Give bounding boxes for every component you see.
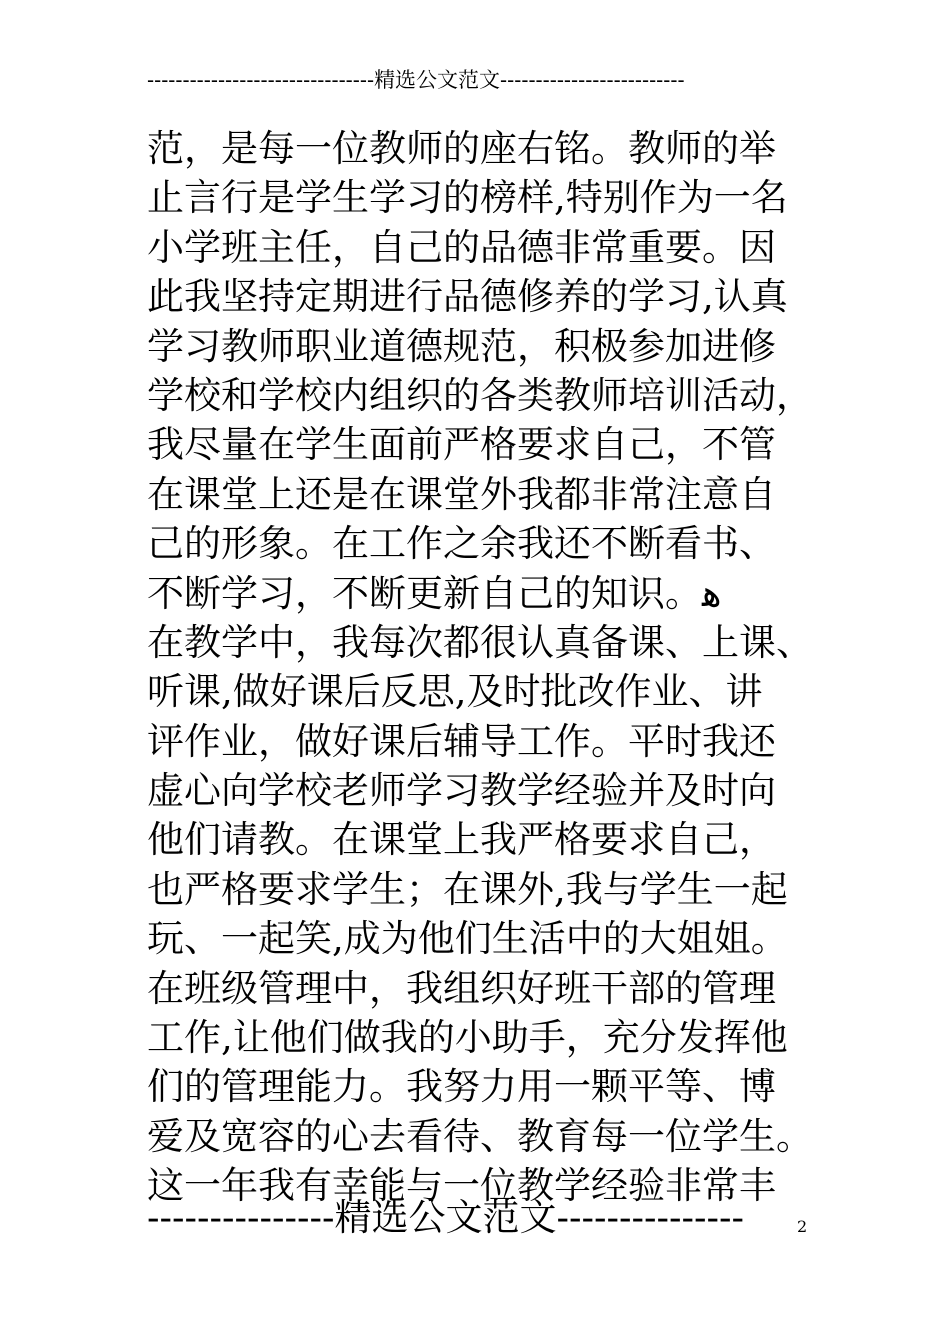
text-line: 止言行是学生学习的榜样,特别作为一名 <box>147 176 788 220</box>
text-line: 他们请教。在课堂上我严格要求自己， <box>147 818 776 862</box>
text-line: 范，是每一位教师的座右铭。教师的举 <box>147 127 776 170</box>
page-header: --------------------------------精选公文范文-------------------------- <box>147 68 685 92</box>
text-line: 此我坚持定期进行品德修养的学习,认真 <box>147 275 788 319</box>
document-body <box>147 124 837 1211</box>
text-line: 学习教师职业道德规范，积极参加进修 <box>147 324 776 368</box>
text-line: 在班级管理中，我组织好班干部的管理 <box>147 966 776 1010</box>
text-line: 评作业，做好课后辅导工作。平时我还 <box>147 719 776 763</box>
text-line: 不断学习，不断更新自己的知识。ﻫ <box>147 571 722 615</box>
text-line: 在课堂上还是在课堂外我都非常注意自 <box>147 472 776 516</box>
text-line: 虚心向学校老师学习教学经验并及时向 <box>147 769 776 813</box>
text-line: 这一年我有幸能与一位教学经验非常丰 <box>147 1164 776 1208</box>
text-line: 学校和学校内组织的各类教师培训活动， <box>147 373 813 417</box>
text-line: 爱及宽容的心去看待、教育每一位学生。 <box>147 1114 813 1158</box>
text-line: 己的形象。在工作之余我还不断看书、 <box>147 522 776 566</box>
text-line: 听课,做好课后反思,及时批改作业、讲 <box>147 670 763 714</box>
text-line: 在教学中，我每次都很认真备课、上课、 <box>147 620 813 664</box>
text-line: 工作,让他们做我的小助手，充分发挥他 <box>147 1016 788 1060</box>
text-line: 也严格要求学生；在课外,我与学生一起 <box>147 867 788 911</box>
text-line: 我尽量在学生面前严格要求自己，不管 <box>147 423 776 467</box>
text-line: 们的管理能力。我努力用一颗平等、博 <box>147 1065 776 1109</box>
text-line: 玩、一起笑,成为他们生活中的大姐姐。 <box>147 917 788 961</box>
text-line: 小学班主任，自己的品德非常重要。因 <box>147 225 776 269</box>
page-number: 2 <box>797 1217 808 1236</box>
page-footer: ---------------精选公文范文--------------- <box>147 1196 745 1239</box>
